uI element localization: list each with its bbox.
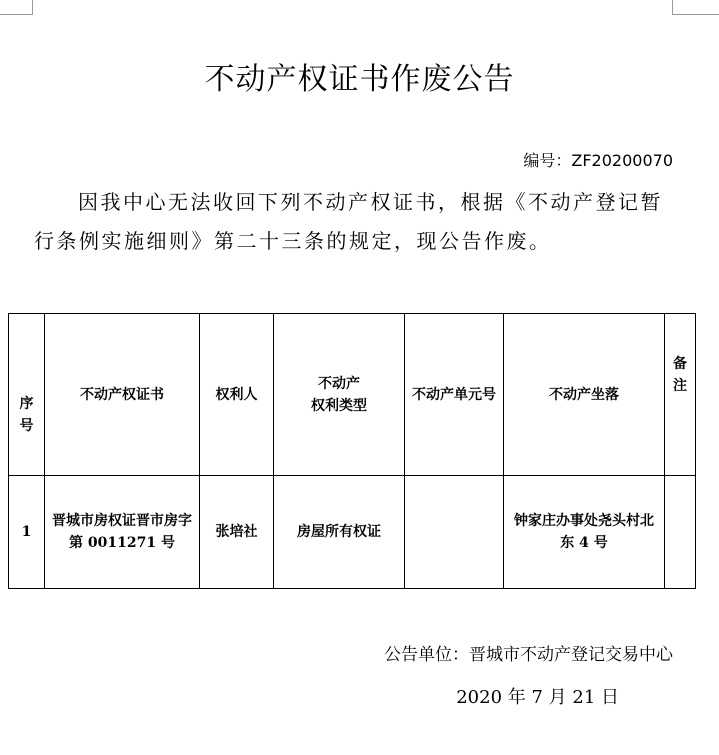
table-header-row [9,314,696,476]
header-certificate: 不动产权证书 [45,314,200,476]
header-note: 备注 [665,314,696,476]
voided-certificates-table [8,313,696,589]
page-corner-mark-left [0,0,33,15]
header-right-type [274,314,405,476]
table-row [9,476,696,589]
announcement-date: 2020 年 7 月 21 日 [456,687,619,708]
header-unit-no: 不动产单元号 [405,314,504,476]
document-title: 不动产权证书作废公告 [204,62,515,97]
header-owner: 权利人 [200,314,274,476]
document-number: 编号：ZF20200070 [523,151,673,170]
header-right-type-line2: 权利类型 [311,397,367,414]
header-location: 不动产坐落 [504,314,665,476]
announcement-paragraph: 因我中心无法收回下列不动产权证书，根据《不动产登记暂行条例实施细则》第二十三条的规定，现公告作废。 [34,190,663,253]
cell-unit-no [405,476,504,589]
issuer-line: 公告单位：晋城市不动产登记交易中心 [384,645,673,665]
cell-owner: 张培社 [200,476,274,589]
page-corner-mark-right [672,0,719,15]
header-right-type-line1: 不动产 [318,375,360,392]
cell-note [665,476,696,589]
cell-right-type: 房屋所有权证 [274,476,405,589]
cell-location: 钟家庄办事处尧头村北东 4 号 [504,476,665,589]
cell-seq: 1 [9,476,45,589]
header-seq: 序号 [9,314,45,476]
cell-certificate: 晋城市房权证晋市房字第 0011271 号 [45,476,200,589]
